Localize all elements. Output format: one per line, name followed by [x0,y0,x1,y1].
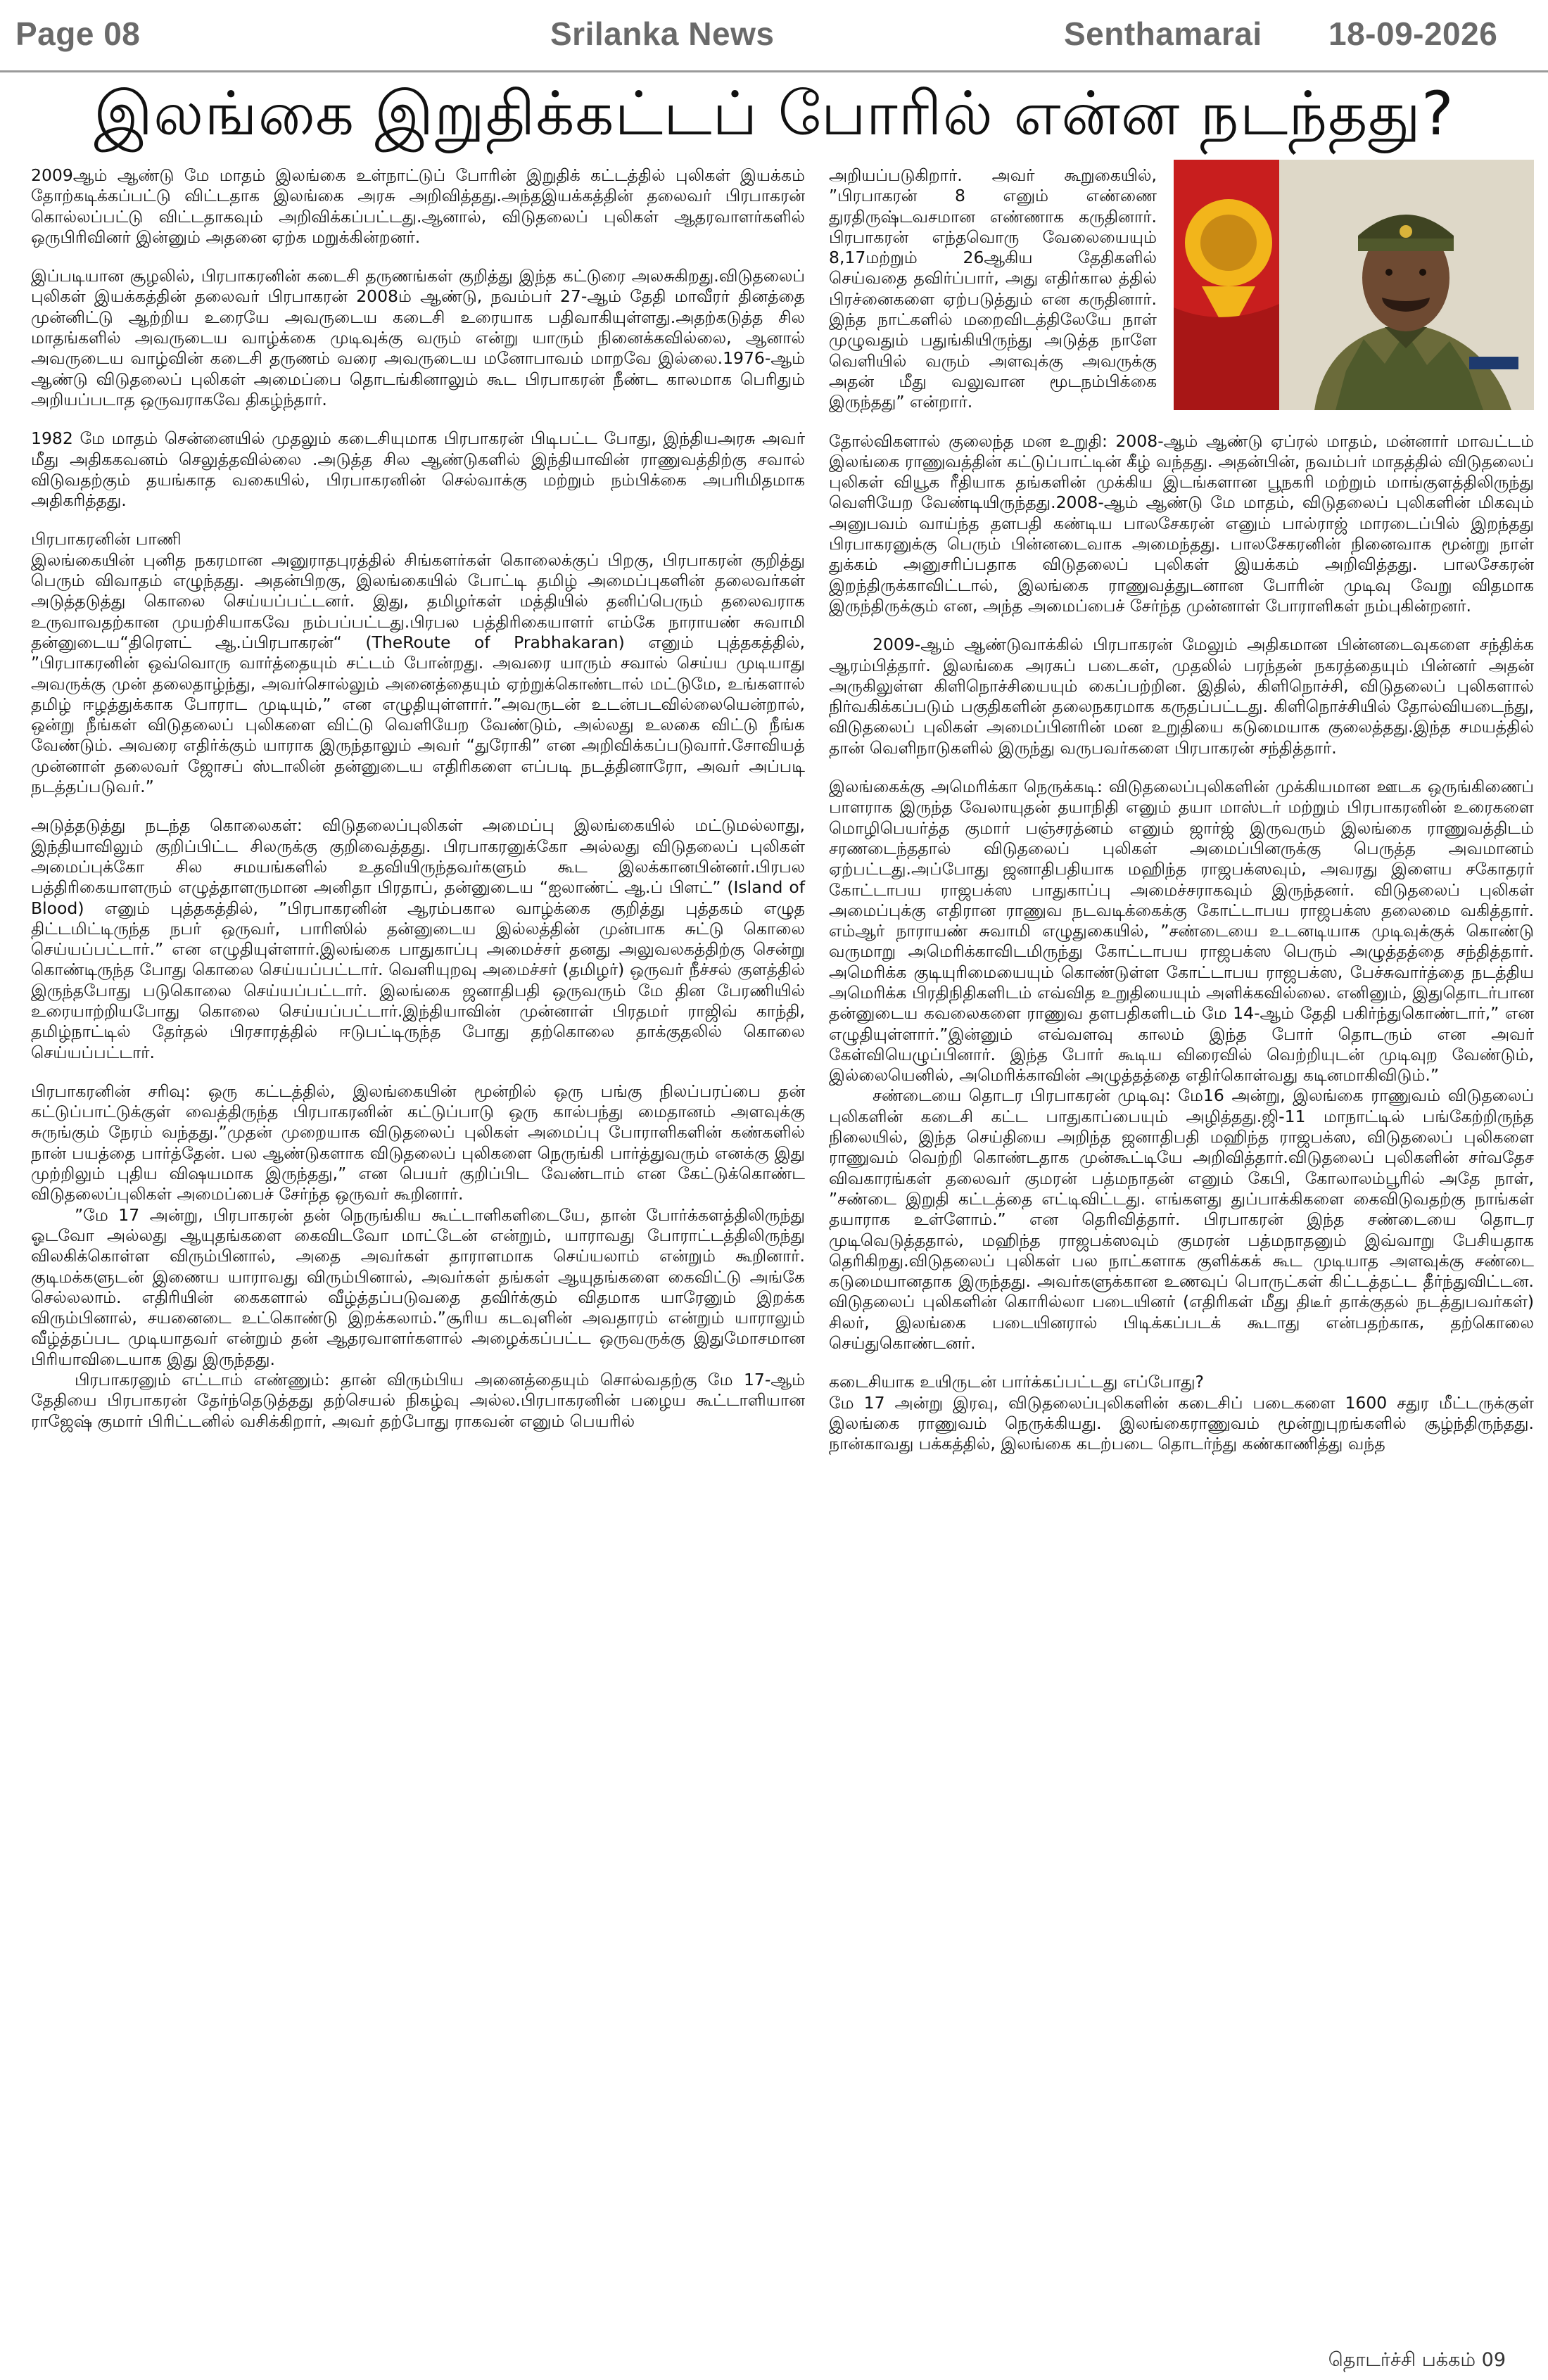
author-name: Senthamarai [1064,15,1262,52]
continuation-note: தொடர்ச்சி பக்கம் 09 [1328,2349,1506,2371]
right-column [829,165,1534,1473]
article-paragraph: மே 17 அன்று இரவு, விடுதலைப்புலிகளின் கடைசிப் படைகளை 1600 சதுர மீட்டருக்குள் இலங்கை ராணுவம் நெருக்கியது. இலங்கைராணுவம் மூன்றுபுறங்களில் சூழ்ந்திருந்தது. நான்காவது பக்கத்தில், இலங்கை கடற்படை தொடர்ந்து கண்காணித்து வந்த [829,1392,1534,1454]
article-paragraph: 1982 மே மாதம் சென்னையில் முதலும் கடைசியுமாக பிரபாகரன் பிடிபட்ட போது, இந்தியஅரசு அவர் மீது அதிககவனம் செலுத்தவில்லை .அடுத்த சில ஆண்டுகளில் இந்தியாவின் ராணுவத்திற்கு சவால் விடுவதற்கும் தயங்காத வகையில், பிரபாகரனின் செல்வாக்கு மற்றும் நம்பிக்கை அபரிமிதமாக அதிகரித்தது. [31,428,805,511]
publication-name: Srilanka News [550,15,775,52]
article-paragraph: ”மே 17 அன்று, பிரபாகரன் தன் நெருங்கிய கூட்டாளிகளிடையே, தான் போர்க்களத்திலிருந்து ஓடவோ அல்லது ஆயுதங்களை கைவிடவோ மாட்டேன் என்றும், யாராவது போராட்டத்திலிருந்து விலகிக்கொள்ள விரும்பினால், அதை அவர்கள் தாராளமாக செய்யலாம் என்றும் கூறினார். குடிமக்களுடன் இணைய யாராவது விரும்பினால், அவர்கள் தங்கள் ஆயுதங்களை கைவிட்டு அங்கே செல்லலாம். எதிரியின் கைகளால் வீழ்த்தப்படுவதை தவிர்க்கும் விதமாக யாரேனும் இறக்க விரும்பினால், சயனைடை உட்கொண்டு இறக்கலாம்.”சூரிய கடவுளின் அவதாரம் என்றும் யாராலும் வீழ்த்தப்பட முடியாதவர் என்றும் தன் ஆதரவாளர்களால் அழைக்கப்பட்ட ஒருவருக்கு இதுமோசமான பிரியாவிடையாக இது இருந்தது. [31,1204,805,1369]
article-paragraph: பிரபாகரனும் எட்டாம் எண்ணும்: தான் விரும்பிய அனைத்தையும் சொல்வதற்கு மே 17-ஆம் தேதியை பிரபாகரன் தேர்ந்தெடுத்தது தற்செயல் நிகழ்வு அல்ல.பிரபாகரனின் பழைய கூட்டாளியான ராஜேஷ் குமார் பிரிட்டனில் வசிக்கிறார், அவர் தற்போது ராகவன் எனும் பெயரில் [31,1370,805,1431]
article-paragraph: தோல்விகளால் குலைந்த மன உறுதி: 2008-ஆம் ஆண்டு ஏப்ரல் மாதம், மன்னார் மாவட்டம் இலங்கை ராணுவத்தின் கட்டுப்பாட்டின் கீழ் வந்தது. அதன்பின், நவம்பர் மாதத்தில் விடுதலைப் புலிகள் வியூக ரீதியாக தங்களின் முக்கிய இடங்களான பூநகரி மற்றும் மாங்குளத்திலிருந்து வெளியேற வேண்டியிருந்தது.2008-ஆம் ஆண்டு மே மாதம், விடுதலைப் புலிகளின் மிகவும் அனுபவம் வாய்ந்த தளபதி கண்டிய பாலசேகரன் எனும் பால்ராஜ் மாரடைப்பில் இறந்தது பிரபாகரனுக்கு பெரும் பின்னடைவாக அமைந்தது. பாலசேகரனின் நினைவாக மூன்று நாள் துக்கம் அனுசரிப்பதாக விடுதலைப் புலிகள் இயக்கம் அறிவித்தது. பாலசேகரன் இறந்திருக்காவிட்டால், இலங்கை ராணுவத்துடனான போரின் முடிவு வேறு விதமாக இருந்திருக்கும் என, அந்த அமைப்பைச் சேர்ந்த முன்னாள் போராளிகள் நம்புகின்றனர். [829,431,1534,616]
article-paragraph: இலங்கைக்கு அமெரிக்கா நெருக்கடி: விடுதலைப்புலிகளின் முக்கியமான ஊடக ஒருங்கிணைப் பாளராக இருந்த வேலாயுதன் தயாநிதி எனும் தயா மாஸ்டர் மற்றும் பிரபாகரனின் உரைகளை மொழிபெயர்த்த குமார் பஞ்சரத்னம் எனும் ஜார்ஜ் இருவரும் இலங்கை ராணுவத்திடம் சரணடைந்ததால் விடுதலைப் புலிகள் அமைப்பினருக்கு பெருத்த அவமானம் ஏற்பட்டது.அப்போது ஜனாதிபதியாக மஹிந்த ராஜபக்ஸவும், அவரது இளைய சகோதரர் கோட்டாபய ராஜபக்ஸ பாதுகாப்பு அமைச்சராகவும் இருந்தனர். விடுதலைப் புலிகள் அமைப்புக்கு எதிரான ராணுவ நடவடிக்கைக்கு கோட்டாபய ராஜபக்ஸ தலைமை வகித்தார். எம்ஆர் நாராயண் சுவாமி எழுதுகையில், ”சண்டையை உடனடியாக முடிவுக்குக் கொண்டு வருமாறு அமெரிக்காவிடமிருந்து கோட்டாபய ராஜபக்ஸ பெரும் அழுத்தத்தை சந்தித்தார். அமெரிக்க குடியுரிமையையும் கொண்டுள்ள கோட்டாபய ராஜபக்ஸ, பேச்சுவார்த்தை நடத்திய அமெரிக்க பிரதிநிதிகளிடம் எவ்வித உறுதியையும் அளிக்கவில்லை. எனினும், இதுதொடர்பான தன்னுடைய கவலைகளை ராணுவ தளபதிகளிடம் மே 14-ஆம் தேதி பகிர்ந்துகொண்டார்,” என எழுதியுள்ளார்.”இன்னும் எவ்வளவு காலம் இந்த போர் தொடரும் என அவர் கேள்வியெழுப்பினார். இந்த போர் கூடிய விரைவில் வெற்றியுடன் முடிவுற வேண்டும், இல்லையெனில், அமெரிக்காவின் அழுத்தத்தை எதிர்கொள்வது கடினமாகிவிடும்.” [829,777,1534,1086]
article-paragraph: 2009-ஆம் ஆண்டுவாக்கில் பிரபாகரன் மேலும் அதிகமான பின்னடைவுகளை சந்திக்க ஆரம்பித்தார். இலங்கை அரசுப் படைகள், முதலில் பரந்தன் நகரத்தையும் பின்னர் அதன் அருகிலுள்ள கிளிநொச்சியையும் கைப்பற்றின. இதில், கிளிநொச்சி, விடுதலைப் புலிகளால் நிர்வகிக்கப்படும் பகுதிகளின் தலைநகரமாக கருதப்பட்டது. கிளிநொச்சியில் தோல்வியடைந்து, விடுதலைப் புலிகள் அமைப்பினரின் மன உறுதியை கடுமையாக குலைத்தது.இந்த சமயத்தில் தான் வெளிநாடுகளில் இருந்து வருபவர்களை பிரபாகரன் சந்தித்தார். [829,635,1534,758]
article-paragraph: இப்படியான சூழலில், பிரபாகரனின் கடைசி தருணங்கள் குறித்து இந்த கட்டுரை அலசுகிறது.விடுதலைப் புலிகள் இயக்கத்தின் தலைவர் பிரபாகரன் 2008ம் ஆண்டு, நவம்பர் 27-ஆம் தேதி மாவீரர் தினத்தை முன்னிட்டு ஆற்றிய உரையே அவருடைய கடைசி உரையாக பதிவாகியுள்ளது.அதற்கடுத்த சில மாதங்களில் அவருடைய வாழ்க்கை முடிவுக்கு வரும் என்று யாரும் நினைக்கவில்லை, ஆனால் அவருடைய வாழ்வின் கடைசி தருணம் வரை அவருடைய மனோபாவம் மாறவே இல்லை.1976-ஆம் ஆண்டு விடுதலைப் புலிகள் அமைப்பை தொடங்கினாலும் கூட பிரபாகரன் நீண்ட காலமாக பெரிதும் அறியப்படாத ஒருவராகவே திகழ்ந்தார். [31,266,805,409]
issue-date: 18-09-2026 [1328,15,1498,52]
article-headline: இலங்கை இறுதிக்கட்டப் போரில் என்ன நடந்தது? [94,79,1454,149]
masthead [0,0,1548,72]
article-paragraph: 2009ஆம் ஆண்டு மே மாதம் இலங்கை உள்நாட்டுப் போரின் இறுதிக் கட்டத்தில் புலிகள் இயக்கம் தோற்கடிக்கப்பட்டு விட்டதாக இலங்கை அரசு அறிவித்தது.அந்தஇயக்கத்தின் தலைவர் பிரபாகரன் கொல்லப்பட்டு விட்டதாகவும் அறிவிக்கப்பட்டது.ஆனால், விடுதலைப் புலிகள் ஆதரவாளர்களில் ஒருபிரிவினர் இன்னும் அதனை ஏற்க மறுக்கின்றனர். [31,165,805,247]
left-column [31,165,805,1450]
article-paragraph: அறியப்படுகிறார். அவர் கூறுகையில், ”பிரபாகரன் 8 எனும் எண்ணை துரதிருஷ்டவசமான எண்ணாக கருதினார். பிரபாகரன் எந்தவொரு வேலையையும் 8,17மற்றும் 26ஆகிய தேதிகளில் செய்வதை தவிர்ப்பார், அது எதிர்கால த்தில் பிரச்னைகளை ஏற்படுத்தும் என கருதினார். இந்த நாட்களில் மறைவிடத்திலேயே நாள் முழுவதும் பதுங்கியிருந்து அடுத்த நாளே வெளியில் வரும் அளவுக்கு அவருக்கு அதன் மீது வலுவான மூடநம்பிக்கை இருந்தது” என்றார். [829,165,1157,412]
tiger-flag-icon [1174,160,1279,410]
page-number: Page 08 [15,15,141,52]
article-paragraph: அடுத்தடுத்து நடந்த கொலைகள்: விடுதலைப்புலிகள் அமைப்பு இலங்கையில் மட்டுமல்லாது, இந்தியாவிலும் குறிப்பிட்ட சிலருக்கு குறிவைத்தது. பிரபாகரனுக்கோ அல்லது விடுதலைப் புலிகள் அமைப்புக்கோ சில சமயங்களில் உதவியிருந்தவர்களும் கூட இலக்கானபின்னர்.பிரபல பத்திரிகையாளரும் எழுத்தாளருமான அனிதா பிரதாப், தன்னுடைய “ஐலாண்ட் ஆ.ப் பிளட்” (Island of Blood) எனும் புத்தகத்தில், ”பிரபாகரனின் ஆரம்பகால வாழ்க்கை குறித்து புத்தகம் எழுத திட்டமிட்டிருந்த நபர் ஒருவர், பாரிஸில் தன்னுடைய இல்லத்தின் முன்பாக சுட்டு கொலை செய்யப்பட்டார்.” என எழுதியுள்ளார்.இலங்கை பாதுகாப்பு அமைச்சர் தனது அலுவலகத்திற்கு சென்று கொண்டிருந்த போது கொலை செய்யப்பட்டார். வெளியுறவு அமைச்சர் (தமிழர்) ஒருவர் நீச்சல் குளத்தில் இருந்தபோது படுகொலை செய்யப்பட்டார். இலங்கை ஜனாதிபதி ஒருவரும் மே தின பேரணியில் உரையாற்றியபோது கொலை செய்யப்பட்டார்.இந்தியாவின் முன்னாள் பிரதமர் ராஜிவ் காந்தி, தமிழ்நாட்டில் தேர்தல் பிரசாரத்தில் ஈடுபட்டிருந்த போது தற்கொலை தாக்குதலில் கொலை செய்யப்பட்டார். [31,815,805,1062]
article-paragraph: சண்டையை தொடர பிரபாகரன் முடிவு: மே16 அன்று, இலங்கை ராணுவம் விடுதலைப் புலிகளின் கடைசி கட்ட பாதுகாப்பையும் அழித்தது.ஜி-11 மாநாட்டில் பங்கேற்றிருந்த நிலையில், இந்த செய்தியை அறிந்த ஜனாதிபதி மஹிந்த ராஜபக்ஸ, விடுதலைப் புலிகளை ராணுவம் வெற்றி கொண்டதாக முன்கூட்டியே அறிவித்தார்.விடுதலைப் புலிகளின் சர்வதேச விவகாரங்கள் தலைவர் குமரன் பத்மநாதன் எனும் கேபி, கோலாலம்பூரில் அதே நாள், ”சண்டை இறுதி கட்டத்தை எட்டிவிட்டது. எங்களது துப்பாக்கிகளை கைவிடுவதற்கு நாங்கள் தயாராக உள்ளோம்.” என தெரிவித்தார். பிரபாகரன் இந்த சண்டையை தொடர முடிவெடுத்ததால், மஹிந்த ராஜபக்ஸவும் குமரன் பத்மநாதனும் இவ்வாறு பேசியதாக தெரிகிறது.விடுதலைப் புலிகள் பல நாட்களாக குளிக்கக் கூட முடியாத அளவுக்கு சண்டை கடுமையானதாக இருந்தது. அவர்களுக்கான உணவுப் பொருட்கள் கிட்டத்தட்ட தீர்ந்துவிட்டன. விடுதலைப் புலிகளின் கொரில்லா படையினர் (எதிரிகள் மீது திடீர் தாக்குதல் நடத்துபவர்கள்) சிலர், இலங்கை படையினரால் பிடிக்கப்படக் கூடாது என்பதற்காக, தற்கொலை செய்துகொண்டனர். [829,1086,1534,1354]
section-subheading: கடைசியாக உயிருடன் பார்க்கப்பட்டது எப்போது? [829,1372,1204,1392]
article-paragraph: பிரபாகரனின் சரிவு: ஒரு கட்டத்தில், இலங்கையின் மூன்றில் ஒரு பங்கு நிலப்பரப்பை தன் கட்டுப்பாட்டுக்குள் வைத்திருந்த பிரபாகரனின் கட்டுப்பாடு ஒரு கால்பந்து மைதானம் அளவுக்கு சுருங்கும் நேரம் வந்தது.”முதன் முறையாக விடுதலைப் புலிகள் அமைப்பு போராளிகளின் கண்களில் நான் பயத்தை பார்த்தேன். பல ஆண்டுகளாக விடுதலைப் புலிகளை நெருங்கி பார்த்துவரும் எனக்கு இது முற்றிலும் புதிய விஷயமாக இருந்தது,” என பெயர் குறிப்பிட வேண்டாம் என கேட்டுக்கொண்ட விடுதலைப்புலிகள் அமைப்பைச் சேர்ந்த ஒருவர் கூறினார். [31,1081,805,1204]
article-paragraph: இலங்கையின் புனித நகரமான அனுராதபுரத்தில் சிங்களர்கள் கொலைக்குப் பிறகு, பிரபாகரன் குறித்து பெரும் விவாதம் எழுந்தது. அதன்பிறகு, இலங்கையில் போட்டி தமிழ் அமைப்புகளின் தலைவர்கள் அடுத்தடுத்து கொலை செய்யப்பட்டனர். இது, தமிழர்கள் மத்தியில் தனிப்பெரும் தலைவராக உருவாவதற்கான முயற்சியாகவே நம்பப்பட்டது.பிரபல பத்திரிகையாளர் எம்கே நாராயண் சுவாமி தன்னுடைய“திரௌட் ஆ.ப்பிரபாகரன்“ (TheRoute of Prabhakaran) எனும் புத்தகத்தில், ”பிரபாகரனின் ஒவ்வொரு வார்த்தையும் சட்டம் போன்றது. அவரை யாரும் சவால் செய்ய முடியாது அவருக்கு முன் தலைதாழ்ந்து, அவர்சொல்லும் அனைத்தையும் ஏற்றுக்கொண்டால் மட்டுமே, உங்களால் தமிழ் ஈழத்துக்காக போராட முடியும்,” என எழுதியுள்ளார்.”அவருடன் உடன்படவில்லையென்றால், ஒன்று நீங்கள் விடுதலைப் புலிகளை விட்டு வெளியேற வேண்டும், அல்லது உலகை விட்டு நீங்க வேண்டும். அவரை எதிர்க்கும் யாராக இருந்தாலும் அவர் “துரோகி” என அறிவிக்கப்படுவார்.சோவியத் முன்னாள் தலைவர் ஜோசப் ஸ்டாலின் தன்னுடைய எதிரிகளை எப்படி நடத்தினாரோ, அவர் அப்படி நடத்தப்படுவர்.” [31,549,805,797]
portrait-photo [1174,160,1534,410]
section-subheading: பிரபாகரனின் பாணி [31,529,182,549]
